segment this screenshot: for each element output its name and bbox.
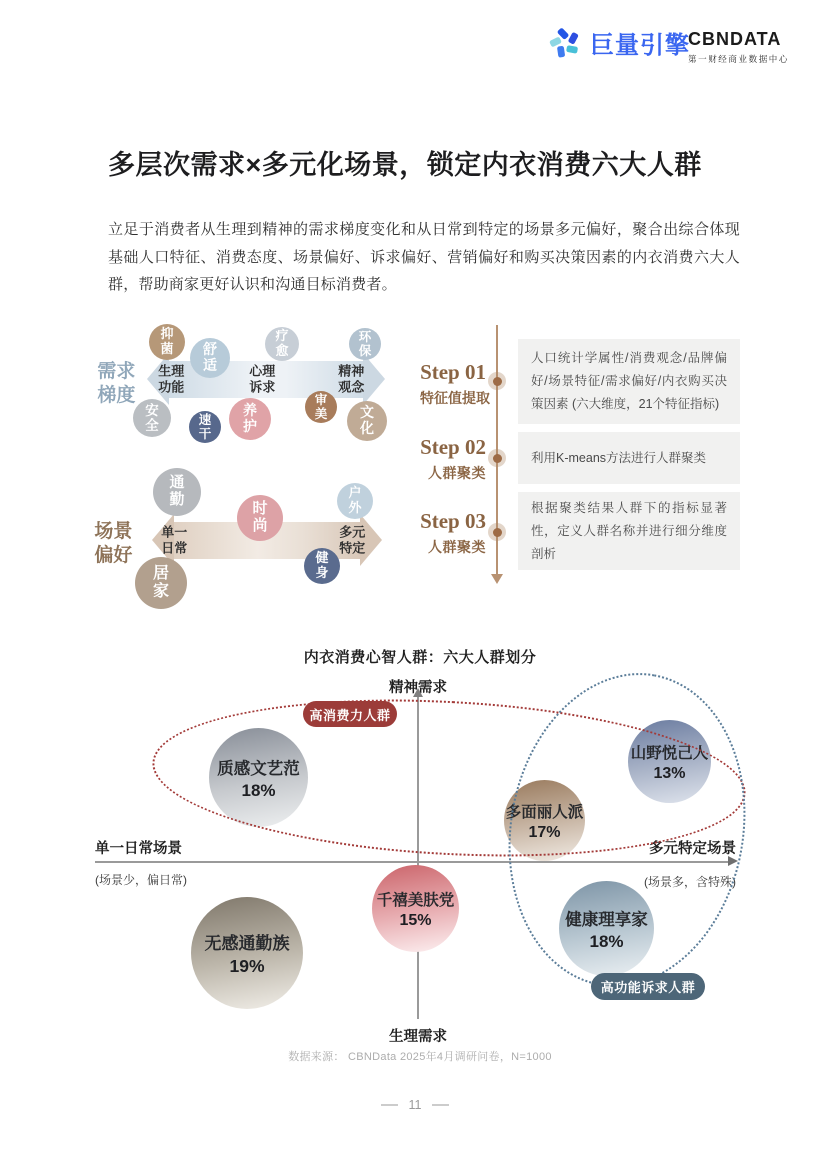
scene-preference-label: 场景偏好	[94, 521, 133, 566]
page-footer	[0, 1098, 830, 1112]
group-share: 19%	[229, 956, 265, 976]
x-axis-right-label: 多元特定场景	[649, 841, 736, 857]
step-1-description: 人口统计学属性/消费观念/品牌偏好/场景特征/需求偏好/内衣购买决策因素 (六大维度，21个特征指标)	[531, 351, 727, 411]
group-name: 质感文艺范	[217, 759, 300, 778]
high-function-cluster-badge: 高功能诉求人群	[591, 973, 705, 1000]
group-share: 15%	[399, 911, 432, 929]
bubble-label: 速干	[198, 413, 212, 441]
group-share: 13%	[653, 764, 686, 782]
cbndata-subtitle: 第一财经商业数据中心	[688, 54, 790, 64]
footer-dash-right	[432, 1104, 449, 1106]
page-title: 多层次需求×多元化场景，锁定内衣消费六大人群	[108, 150, 702, 180]
footer-dash-left	[381, 1104, 398, 1106]
intro-paragraph: 立足于消费者从生理到精神的需求梯度变化和从日常到特定的场景多元偏好，聚合出综合体现基础人口特征、消费态度、场景偏好、诉求偏好、营销偏好和购买决策因素的内衣消费六大人群，帮助商家更好认识和沟通目标消费者。	[108, 221, 740, 293]
page-number: 11	[408, 1098, 422, 1112]
data-source-note: 数据来源： CBNData 2025年4月调研问卷，N=1000	[288, 1051, 552, 1063]
step-2-label: 人群聚类	[428, 465, 486, 481]
scene-bubble-fashion	[237, 495, 283, 541]
demand-bubble-culture	[347, 401, 387, 441]
y-axis-arrow-up-icon	[413, 688, 423, 697]
group-share: 17%	[528, 823, 561, 841]
scene-axis-label-specific: 多元特定	[339, 524, 366, 555]
demand-bubble-comfort	[190, 338, 230, 378]
step-3-description-box	[518, 492, 740, 570]
bubble-label: 环保	[358, 330, 372, 358]
timeline-dot-step2	[488, 449, 506, 467]
demand-axis-label-psychological: 心理诉求	[249, 363, 276, 394]
demand-gradient-arrow	[147, 353, 385, 405]
group-bubble-qianxi-meifudang	[372, 865, 459, 952]
bubble-label: 时尚	[252, 500, 268, 534]
bubble-label: 抑菌	[160, 326, 174, 356]
bubble-label: 安全	[145, 402, 159, 433]
group-name: 山野悦己人	[630, 744, 709, 762]
high-spending-cluster-badge: 高消费力人群	[303, 701, 397, 727]
juliang-engine-logo	[548, 25, 690, 60]
cbndata-logo	[688, 29, 789, 65]
chart-title: 内衣消费心智人群：六大人群划分	[303, 649, 537, 666]
timeline-dot-step1	[488, 372, 506, 390]
step-3-name: Step 03	[420, 509, 486, 533]
group-share: 18%	[241, 780, 276, 800]
step-1-label: 特征值提取	[420, 390, 490, 406]
group-name: 多面丽人派	[505, 803, 584, 821]
scene-bubble-commute	[153, 468, 201, 516]
timeline-dot-step3	[488, 523, 506, 541]
scene-bubble-fitness	[304, 548, 340, 584]
demand-bubble-healing	[265, 327, 299, 361]
y-axis-bottom-label: 生理需求	[389, 1029, 447, 1045]
arrow-right-head	[363, 353, 385, 405]
demand-bubble-care	[229, 398, 271, 440]
pinwheel-logo-icon	[548, 26, 582, 60]
bubble-label: 舒适	[202, 341, 217, 373]
demand-gradient-label: 需求梯度	[97, 361, 136, 406]
scene-axis-label-daily: 单一日常	[161, 524, 188, 555]
y-axis-top-label: 精神需求	[389, 680, 447, 696]
timeline-arrow-down-icon	[491, 574, 503, 584]
demand-axis-label-spiritual: 精神观念	[338, 363, 365, 394]
bubble-label: 通勤	[169, 474, 185, 508]
group-bubble-wugan-tongqinzu	[191, 897, 303, 1009]
group-name: 无感通勤族	[204, 934, 290, 953]
bubble-label: 居家	[152, 565, 169, 600]
step-2-name: Step 02	[420, 435, 486, 459]
bubble-label: 户外	[348, 485, 362, 515]
step-2-description: 利用K-means方法进行人群聚类	[531, 450, 707, 465]
step-3-label: 人群聚类	[428, 539, 486, 555]
demand-bubble-antibacterial	[149, 324, 185, 360]
x-axis-left-label: 单一日常场景	[95, 841, 182, 857]
group-name: 千禧美肤党	[376, 891, 455, 909]
step-3-description: 根据聚类结果人群下的指标显著性，定义人群名称并进行细分维度剖析	[531, 500, 727, 561]
x-axis-right-sublabel: (场景多，含特殊)	[644, 875, 736, 889]
scene-bubble-outdoor	[337, 483, 373, 519]
demand-axis-label-physiological: 生理功能	[158, 363, 185, 394]
demand-bubble-eco	[349, 328, 381, 360]
bubble-label: 审美	[314, 393, 328, 421]
juliang-engine-wordmark: 巨量引擎	[590, 32, 690, 59]
demand-bubble-aesthetics	[305, 391, 337, 423]
group-name: 健康理享家	[565, 910, 648, 929]
scene-bubble-home	[135, 557, 187, 609]
cbndata-wordmark: CBNDATA	[688, 29, 782, 49]
group-share: 18%	[589, 931, 624, 951]
demand-bubble-quickdry	[189, 411, 221, 443]
step-1-name: Step 01	[420, 360, 486, 384]
bubble-label: 疗愈	[275, 328, 289, 358]
bubble-label: 健身	[315, 550, 329, 580]
bubble-label: 养护	[242, 402, 257, 434]
step-2-description-box	[518, 432, 740, 484]
bubble-label: 文化	[359, 404, 374, 436]
demand-bubble-safety	[133, 399, 171, 437]
x-axis-left-sublabel: (场景少，偏日常)	[95, 873, 187, 887]
step-1-description-box	[518, 339, 740, 424]
